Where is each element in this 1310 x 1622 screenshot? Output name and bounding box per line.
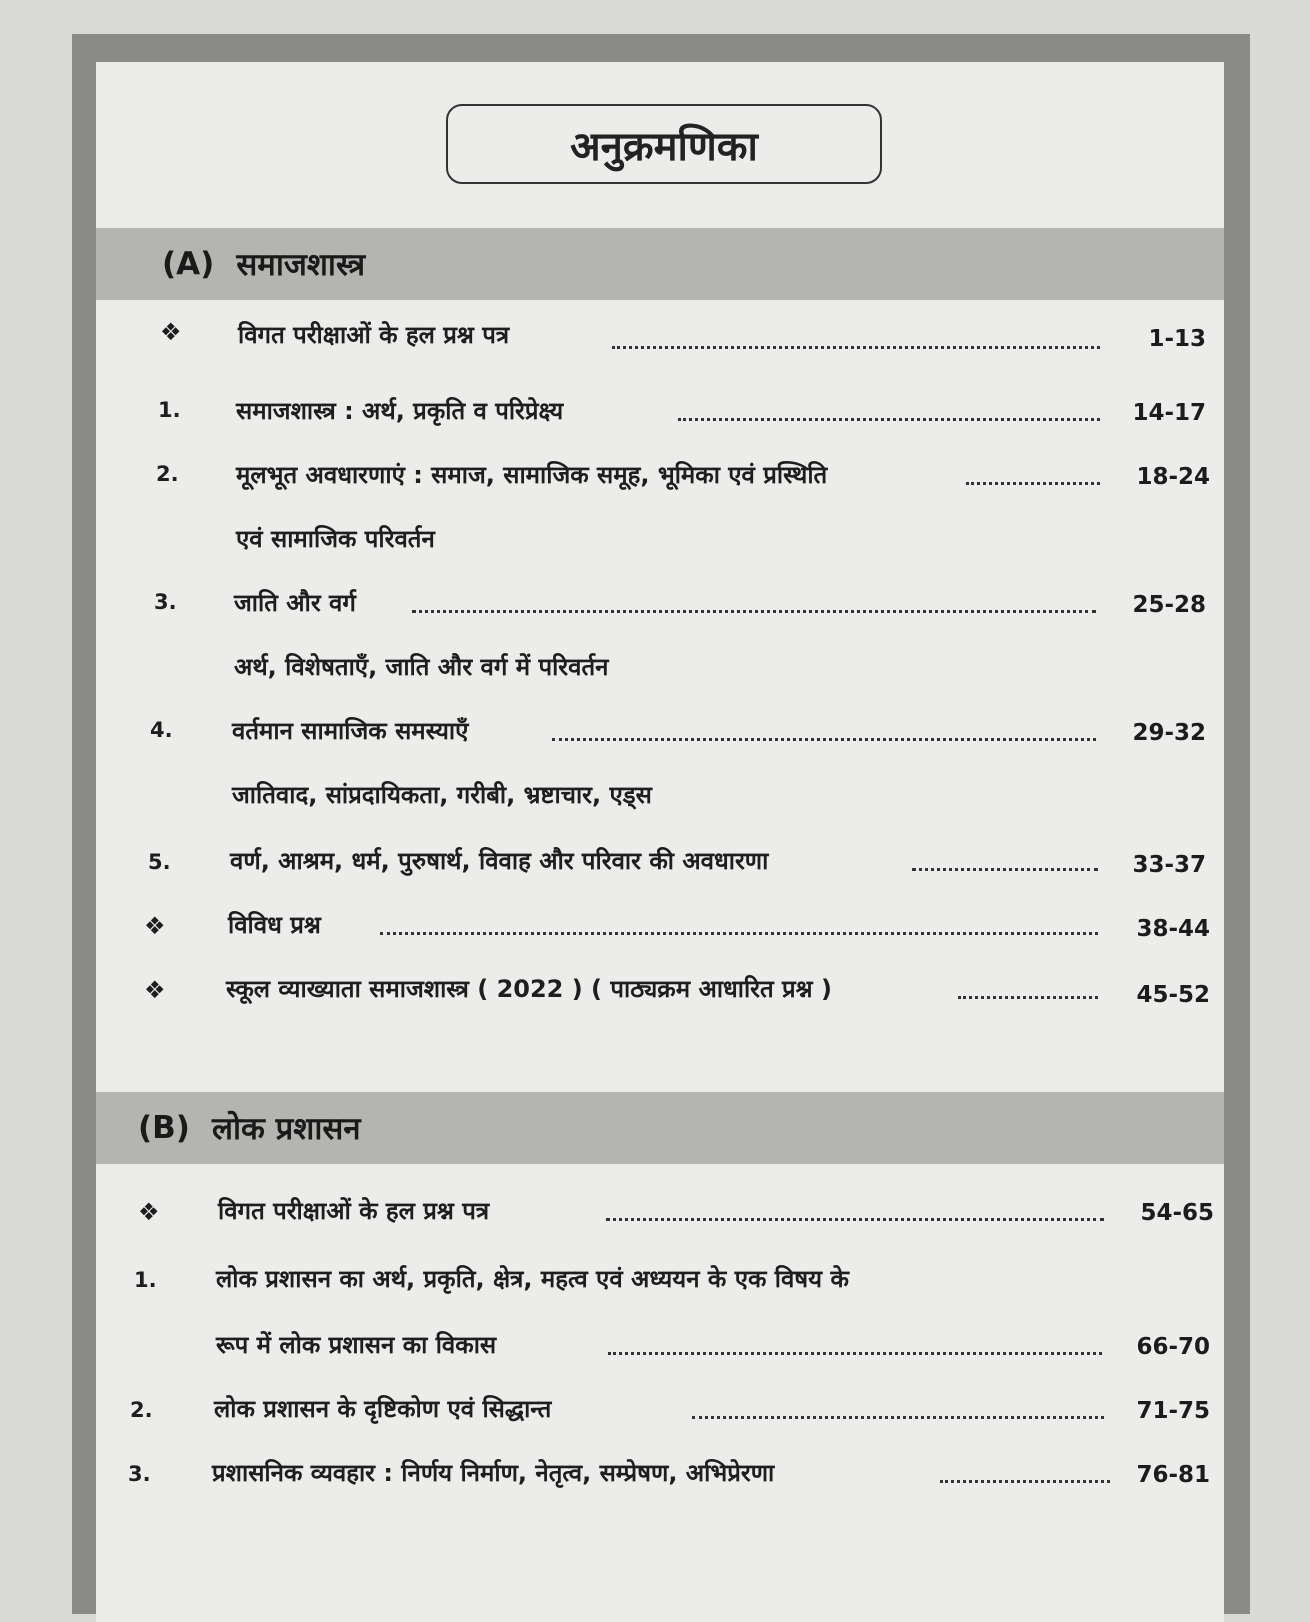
entry-title: लोक प्रशासन का अर्थ, प्रकृति, क्षेत्र, महत्व एवं अध्ययन के एक विषय के xyxy=(216,1265,849,1293)
entry-pages: 29-32 xyxy=(1132,720,1206,746)
dot-leader xyxy=(692,1414,1104,1419)
entry-marker: ❖ xyxy=(160,318,182,346)
dot-leader xyxy=(912,866,1098,871)
entry-title: प्रशासनिक व्यवहार : निर्णय निर्माण, नेतृत्व, सम्प्रेषण, अभिप्रेरणा xyxy=(212,1459,775,1487)
dot-leader xyxy=(380,930,1098,935)
dot-leader xyxy=(608,1350,1102,1355)
section-a-name: समाजशास्त्र xyxy=(236,247,366,283)
section-a-header xyxy=(96,228,1224,300)
entry-marker: 4. xyxy=(150,718,173,742)
dot-leader xyxy=(958,994,1098,999)
entry-pages: 66-70 xyxy=(1136,1334,1210,1360)
entry-title: वर्तमान सामाजिक समस्याएँ xyxy=(232,717,469,745)
dot-leader xyxy=(552,736,1096,741)
entry-title: स्कूल व्याख्याता समाजशास्त्र ( 2022 ) ( पाठ्यक्रम आधारित प्रश्न ) xyxy=(226,975,832,1003)
entry-subtitle: अर्थ, विशेषताएँ, जाति और वर्ग में परिवर्तन xyxy=(234,653,609,681)
dot-leader xyxy=(612,344,1100,349)
section-b-header xyxy=(96,1092,1224,1164)
entry-marker: 2. xyxy=(130,1398,153,1422)
entry-pages: 45-52 xyxy=(1136,982,1210,1008)
section-b-name: लोक प्रशासन xyxy=(211,1111,361,1147)
section-a-letter: (A) xyxy=(162,246,215,282)
entry-marker: 1. xyxy=(134,1268,157,1292)
entry-pages: 18-24 xyxy=(1136,464,1210,490)
entry-marker: 5. xyxy=(148,850,171,874)
entry-title: जाति और वर्ग xyxy=(234,589,356,617)
dot-leader xyxy=(940,1478,1110,1483)
entry-marker: ❖ xyxy=(144,976,166,1004)
entry-pages: 33-37 xyxy=(1132,852,1206,878)
entry-pages: 1-13 xyxy=(1148,326,1206,352)
entry-marker: ❖ xyxy=(144,912,166,940)
entry-title: समाजशास्त्र : अर्थ, प्रकृति व परिप्रेक्ष्य xyxy=(236,397,564,425)
entry-title: मूलभूत अवधारणाएं : समाज, सामाजिक समूह, भूमिका एवं प्रस्थिति xyxy=(236,461,828,489)
entry-marker: ❖ xyxy=(138,1198,160,1226)
entry-title: लोक प्रशासन के दृष्टिकोण एवं सिद्धान्त xyxy=(214,1395,552,1423)
entry-marker: 1. xyxy=(158,398,181,422)
dot-leader xyxy=(966,480,1100,485)
dot-leader xyxy=(606,1216,1104,1221)
entry-marker: 2. xyxy=(156,462,179,486)
entry-title: विगत परीक्षाओं के हल प्रश्न पत्र xyxy=(238,321,510,349)
entry-subtitle: जातिवाद, सांप्रदायिकता, गरीबी, भ्रष्टाचार, एड्स xyxy=(232,781,652,809)
entry-pages: 71-75 xyxy=(1136,1398,1210,1424)
entry-pages: 14-17 xyxy=(1132,400,1206,426)
entry-title: विगत परीक्षाओं के हल प्रश्न पत्र xyxy=(218,1197,490,1225)
page-title: अनुक्रमणिका xyxy=(446,104,882,184)
entry-title: वर्ण, आश्रम, धर्म, पुरुषार्थ, विवाह और परिवार की अवधारणा xyxy=(230,847,769,875)
entry-marker: 3. xyxy=(128,1462,151,1486)
entry-pages: 25-28 xyxy=(1132,592,1206,618)
section-b-letter: (B) xyxy=(138,1110,190,1146)
entry-subtitle: रूप में लोक प्रशासन का विकास xyxy=(216,1331,497,1359)
dot-leader xyxy=(412,608,1096,613)
entry-pages: 76-81 xyxy=(1136,1462,1210,1488)
entry-subtitle: एवं सामाजिक परिवर्तन xyxy=(236,525,435,553)
entry-pages: 38-44 xyxy=(1136,916,1210,942)
entry-marker: 3. xyxy=(154,590,177,614)
entry-pages: 54-65 xyxy=(1140,1200,1214,1226)
dot-leader xyxy=(678,416,1100,421)
entry-title: विविध प्रश्न xyxy=(228,911,321,939)
